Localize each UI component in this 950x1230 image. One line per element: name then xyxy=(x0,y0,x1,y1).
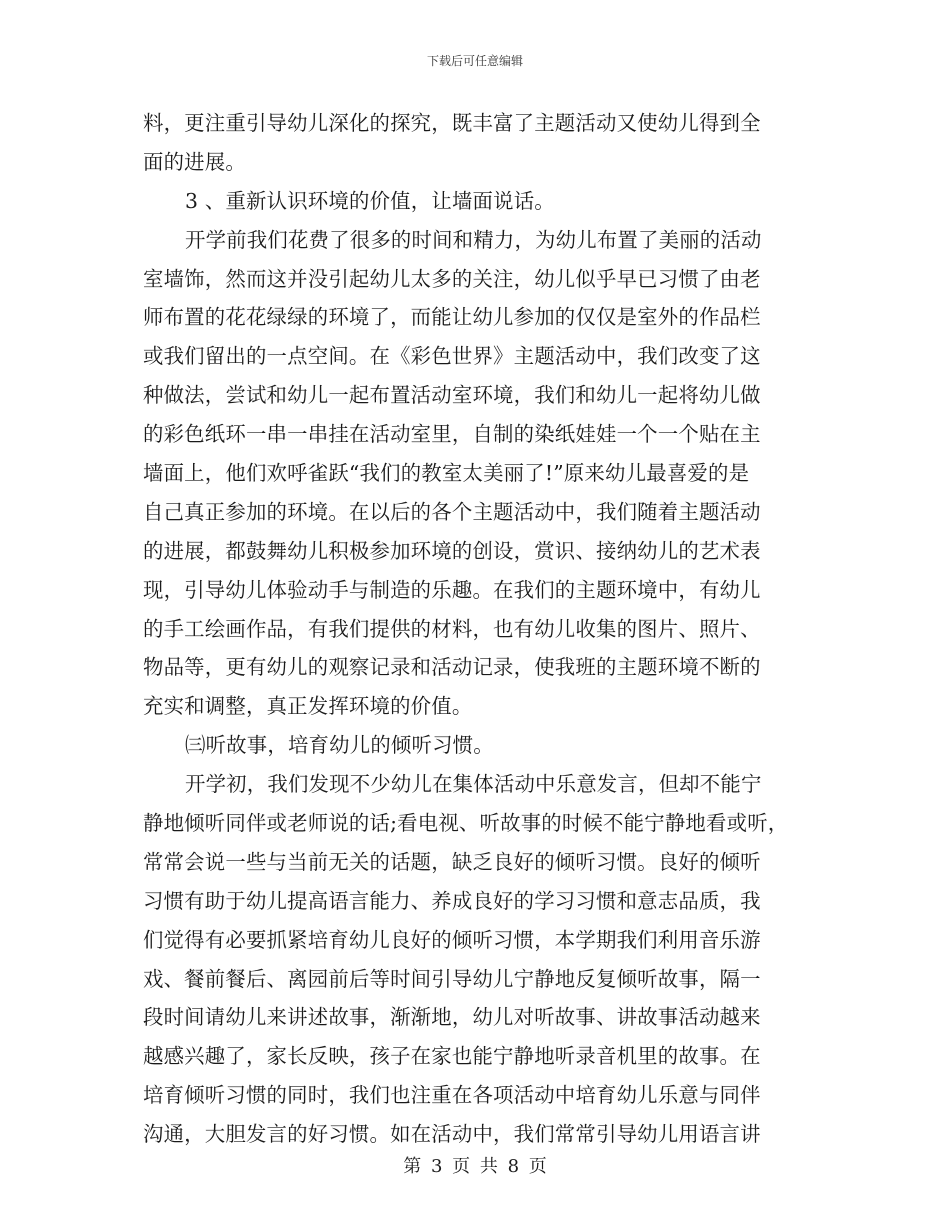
text-line: 越感兴趣了，家长反映，孩子在家也能宁静地听录音机里的故事。在 xyxy=(143,1044,761,1069)
page-footer: 第 3 页 共 8 页 xyxy=(403,1156,547,1177)
text-line: 种做法，尝试和幼儿一起布置活动室环境，我们和幼儿一起将幼儿做 xyxy=(143,383,761,408)
text-line: 面的进展。 xyxy=(143,149,246,174)
text-line: 自己真正参加的环境。在以后的各个主题活动中，我们随着主题活动 xyxy=(143,499,761,524)
text-line: 墙面上，他们欢呼雀跃“我们的教室太美丽了!”原来幼儿最喜爱的是 xyxy=(143,461,750,486)
text-line: 们觉得有必要抓紧培育幼儿良好的倾听习惯，本学期我们利用音乐游 xyxy=(143,927,761,952)
text-line: 开学前我们花费了很多的时间和精力，为幼儿布置了美丽的活动 xyxy=(185,227,762,252)
text-line: 充实和调整，真正发挥环境的价值。 xyxy=(143,694,473,719)
text-line: 或我们留出的一点空间。在《彩色世界》主题活动中，我们改变了这 xyxy=(143,344,761,369)
text-line: 段时间请幼儿来讲述故事，渐渐地，幼儿对听故事、讲故事活动越来 xyxy=(143,1005,761,1030)
text-line: 师布置的花花绿绿的环境了，而能让幼儿参加的仅仅是室外的作品栏 xyxy=(143,305,761,330)
text-line: 现，引导幼儿体验动手与制造的乐趣。在我们的主题环境中，有幼儿 xyxy=(143,577,761,602)
text-line: 静地倾听同伴或老师说的话;看电视、听故事的时候不能宁静地看或听， xyxy=(143,811,789,836)
section-heading: 3 、重新认识环境的价值，让墙面说话。 xyxy=(185,188,555,213)
text-line: 习惯有助于幼儿提高语言能力、养成良好的学习习惯和意志品质，我 xyxy=(143,888,761,913)
page-header: 下载后可任意编辑 xyxy=(426,54,523,68)
body-text xyxy=(143,104,813,1154)
text-line: 开学初，我们发现不少幼儿在集体活动中乐意发言，但却不能宁 xyxy=(185,772,762,797)
text-line: 沟通，大胆发言的好习惯。如在活动中，我们常常引导幼儿用语言讲 xyxy=(143,1122,761,1147)
text-line: 物品等，更有幼儿的观察记录和活动记录，使我班的主题环境不断的 xyxy=(143,655,761,680)
text-line: 的进展，都鼓舞幼儿积极参加环境的创设，赏识、接纳幼儿的艺术表 xyxy=(143,538,761,563)
text-line: 的手工绘画作品，有我们提供的材料，也有幼儿收集的图片、照片、 xyxy=(143,616,761,641)
section-heading: ㈢听故事，培育幼儿的倾听习惯。 xyxy=(185,733,494,758)
text-line: 的彩色纸环一串一串挂在活动室里，自制的染纸娃娃一个一个贴在主 xyxy=(143,422,761,447)
text-line: 室墙饰，然而这并没引起幼儿太多的关注，幼儿似乎早已习惯了由老 xyxy=(143,266,761,291)
text-line: 戏、餐前餐后、离园前后等时间引导幼儿宁静地反复倾听故事，隔一 xyxy=(143,966,761,991)
text-line: 常常会说一些与当前无关的话题，缺乏良好的倾听习惯。良好的倾听 xyxy=(143,849,761,874)
text-line: 培育倾听习惯的同时，我们也注重在各项活动中培育幼儿乐意与同伴 xyxy=(143,1083,761,1108)
text-line: 料，更注重引导幼儿深化的探究，既丰富了主题活动又使幼儿得到全 xyxy=(143,111,761,135)
